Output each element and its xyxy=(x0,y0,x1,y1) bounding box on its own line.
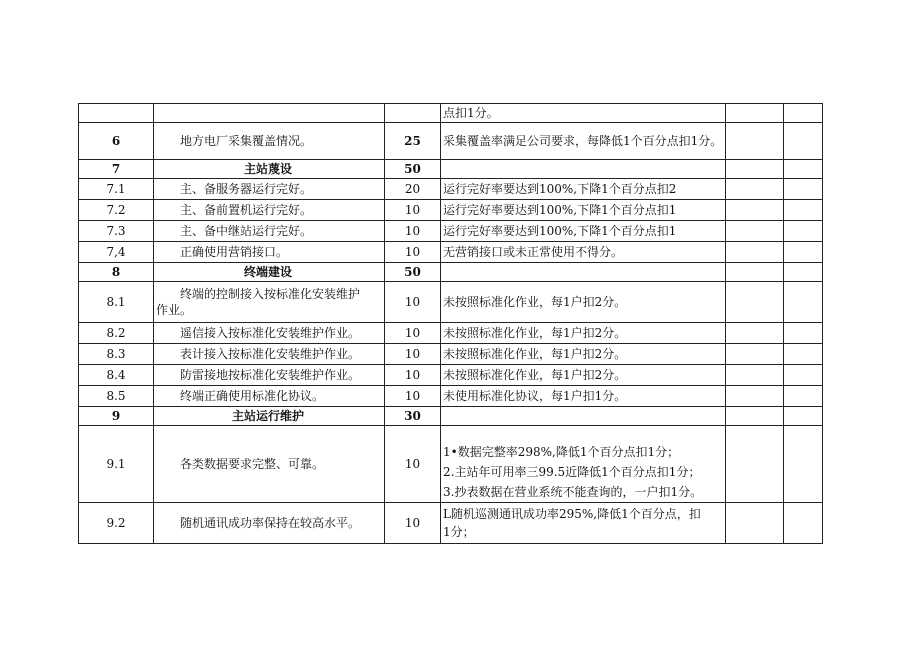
rule-line: L随机巡测通讯成功率295%,降低1个百分点，扣 xyxy=(443,507,701,521)
table-row xyxy=(79,503,823,544)
section-row xyxy=(79,407,823,426)
row-rule: 未按照标准化作业，每1户扣2分。 xyxy=(441,323,726,344)
row-blank-a xyxy=(726,365,784,386)
row-item-text: 随机通讯成功率保持在较高水平。 xyxy=(180,516,361,530)
row-item-text-line2: 作业。 xyxy=(156,303,193,317)
row-blank-b xyxy=(784,282,823,323)
row-item-text: 主、备中继站运行完好。 xyxy=(180,224,313,238)
row-blank-b xyxy=(784,104,823,123)
table-row xyxy=(79,200,823,221)
rule-line: 1•数据完整率298%,降低1个百分点扣1分； xyxy=(443,445,680,459)
row-number: 7.1 xyxy=(79,179,154,200)
table-row xyxy=(79,282,823,323)
section-number: 8 xyxy=(79,263,154,282)
section-number: 9 xyxy=(79,407,154,426)
row-blank-a xyxy=(726,242,784,263)
row-blank-a xyxy=(726,344,784,365)
row-blank-a xyxy=(726,323,784,344)
table-row xyxy=(79,179,823,200)
row-blank-b xyxy=(784,503,823,544)
row-blank-b xyxy=(784,344,823,365)
row-blank-a xyxy=(726,179,784,200)
row-score: 10 xyxy=(385,386,441,407)
row-score: 25 xyxy=(385,123,441,160)
row-number: 8.1 xyxy=(79,282,154,323)
row-number: 7.3 xyxy=(79,221,154,242)
row-number: 8.3 xyxy=(79,344,154,365)
section-title: 终端建设 xyxy=(154,263,385,282)
row-blank-a xyxy=(726,123,784,160)
row-item-text: 终端正确使用标准化协议。 xyxy=(180,389,325,403)
row-score: 10 xyxy=(385,344,441,365)
row-blank-b xyxy=(784,179,823,200)
table-row xyxy=(79,221,823,242)
row-rule: 点扣1分。 xyxy=(441,104,726,123)
row-blank-b xyxy=(784,263,823,282)
row-blank-b xyxy=(784,386,823,407)
row-rule: 未使用标准化协议，每1户扣1分。 xyxy=(441,386,726,407)
table-row xyxy=(79,344,823,365)
row-item-text-line1: 终端的控制接入按标准化安装维护 xyxy=(180,287,361,301)
row-number xyxy=(79,104,154,123)
row-rule: 未按照标准化作业，每1户扣2分。 xyxy=(441,282,726,323)
row-blank-b xyxy=(784,200,823,221)
section-score: 50 xyxy=(385,160,441,179)
row-score: 20 xyxy=(385,179,441,200)
row-number: 9.2 xyxy=(79,503,154,544)
row-item-text: 正确使用营销接口。 xyxy=(180,245,289,259)
table-row xyxy=(79,323,823,344)
row-score: 10 xyxy=(385,365,441,386)
section-row xyxy=(79,160,823,179)
row-blank-a xyxy=(726,282,784,323)
row-blank-a xyxy=(726,263,784,282)
row-number: 8.4 xyxy=(79,365,154,386)
table-row xyxy=(79,365,823,386)
row-item xyxy=(154,123,385,160)
row-blank-b xyxy=(784,123,823,160)
row-rule: 采集覆盖率满足公司要求，每降低1个百分点扣1分。 xyxy=(441,123,726,160)
row-item xyxy=(154,365,385,386)
row-number: 9.1 xyxy=(79,426,154,503)
row-number: 7.2 xyxy=(79,200,154,221)
row-number: 7,4 xyxy=(79,242,154,263)
section-row xyxy=(79,263,823,282)
row-number: 8.2 xyxy=(79,323,154,344)
row-item xyxy=(154,200,385,221)
table-row xyxy=(79,123,823,160)
row-blank-a xyxy=(726,407,784,426)
row-blank-b xyxy=(784,407,823,426)
row-item xyxy=(154,503,385,544)
row-blank-b xyxy=(784,160,823,179)
table-row xyxy=(79,104,823,123)
row-blank-a xyxy=(726,503,784,544)
row-item-text: 防雷接地按标准化安装维护作业。 xyxy=(180,368,361,382)
rule-line: 2.主站年可用率三99.5近降低1个百分点扣1分； xyxy=(443,465,701,479)
row-blank-b xyxy=(784,323,823,344)
row-score: 10 xyxy=(385,242,441,263)
row-blank-a xyxy=(726,386,784,407)
row-rule xyxy=(441,407,726,426)
row-score: 10 xyxy=(385,200,441,221)
row-item xyxy=(154,386,385,407)
section-title: 主站蔑设 xyxy=(154,160,385,179)
row-rule: 未按照标准化作业，每1户扣2分。 xyxy=(441,365,726,386)
row-item-text: 表计接入按标准化安装维护作业。 xyxy=(180,347,361,361)
row-number: 6 xyxy=(79,123,154,160)
row-blank-a xyxy=(726,221,784,242)
table-row xyxy=(79,242,823,263)
row-item xyxy=(154,426,385,503)
row-item-text: 地方电厂采集覆盖情况。 xyxy=(180,134,313,148)
section-score: 50 xyxy=(385,263,441,282)
row-number: 8.5 xyxy=(79,386,154,407)
row-rule xyxy=(441,160,726,179)
row-blank-a xyxy=(726,160,784,179)
table-row xyxy=(79,386,823,407)
row-rule: 运行完好率要达到100%,下降1个百分点扣2 xyxy=(441,179,726,200)
row-item xyxy=(154,242,385,263)
row-item-text: 主、备前置机运行完好。 xyxy=(180,203,313,217)
scoring-table xyxy=(78,103,823,544)
row-score: 10 xyxy=(385,221,441,242)
row-item xyxy=(154,179,385,200)
row-item xyxy=(154,323,385,344)
row-blank-a xyxy=(726,200,784,221)
row-rule xyxy=(441,426,726,503)
rule-line: 3.抄表数据在营业系统不能查询的，一户扣1分。 xyxy=(443,485,703,499)
row-item-text: 遥信接入按标准化安装维护作业。 xyxy=(180,326,361,340)
row-item-text: 主、备服务器运行完好。 xyxy=(180,182,313,196)
row-score: 10 xyxy=(385,282,441,323)
row-item xyxy=(154,282,385,323)
row-blank-a xyxy=(726,104,784,123)
row-rule xyxy=(441,503,726,544)
row-score: 10 xyxy=(385,503,441,544)
row-rule: 运行完好率要达到100%,下降1个百分点扣1 xyxy=(441,221,726,242)
row-blank-b xyxy=(784,365,823,386)
row-rule xyxy=(441,263,726,282)
row-rule: 运行完好率要达到100%,下降1个百分点扣1 xyxy=(441,200,726,221)
row-blank-b xyxy=(784,242,823,263)
row-blank-a xyxy=(726,426,784,503)
row-blank-b xyxy=(784,221,823,242)
row-blank-b xyxy=(784,426,823,503)
section-score: 30 xyxy=(385,407,441,426)
row-item xyxy=(154,221,385,242)
row-item xyxy=(154,104,385,123)
table-row xyxy=(79,426,823,503)
row-score: 10 xyxy=(385,323,441,344)
rule-line: 1分； xyxy=(443,525,475,539)
row-item-text: 各类数据要求完整、可靠。 xyxy=(180,457,325,471)
row-score: 10 xyxy=(385,426,441,503)
row-rule: 无营销接口或未正常使用不得分。 xyxy=(441,242,726,263)
section-number: 7 xyxy=(79,160,154,179)
row-score xyxy=(385,104,441,123)
row-rule: 未按照标准化作业，每1户扣2分。 xyxy=(441,344,726,365)
section-title: 主站运行维护 xyxy=(154,407,385,426)
row-item xyxy=(154,344,385,365)
